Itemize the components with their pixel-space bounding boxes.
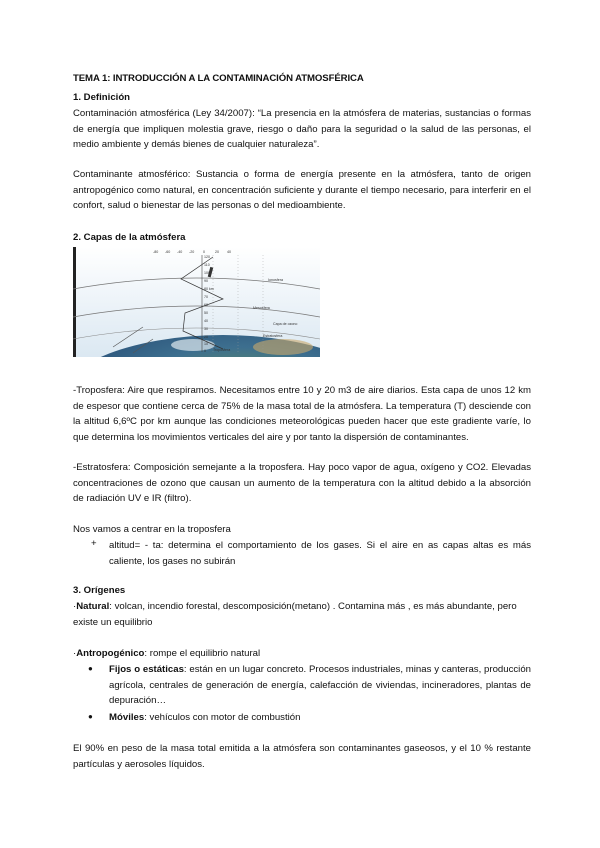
section-2-heading: 2. Capas de la atmósfera <box>73 232 186 243</box>
altitude-label: 30 <box>204 327 208 331</box>
natural-label: Natural <box>76 601 110 612</box>
altitude-label: 70 <box>204 295 208 299</box>
altitude-label: 10 <box>204 342 208 346</box>
moviles-text: : vehículos con motor de combustión <box>144 712 301 723</box>
axis-tick-label: 20 <box>215 250 219 254</box>
moviles-bullet <box>109 710 531 726</box>
layer-label-troposfera: Troposfera <box>213 348 231 352</box>
atmosphere-layers-figure <box>73 247 320 357</box>
axis-tick-label: -80 <box>153 250 159 254</box>
section-3-heading: 3. Orígenes <box>73 585 126 596</box>
layer-label-ionosfera: Ionosfera <box>268 278 283 282</box>
natural-origin-paragraph <box>73 599 531 630</box>
antro-label: Antropogénico <box>76 648 145 659</box>
altitude-label: 20 <box>204 335 208 339</box>
altitude-label: 90 <box>204 279 208 283</box>
axis-tick-label: -60 <box>165 250 171 254</box>
altitud-bullet-text: altitud= - ta: determina el comportamiento de los gases. Si el aire en as capas altas es más caliente, los gases no subirán <box>109 540 531 567</box>
estratosfera-paragraph: -Estratosfera: Composición semejante a la troposfera. Hay poco vapor de agua, oxígeno y CO2. Elevadas concentraciones de ozono que causan un aumento de la temperatura con la altitud debido a la absorción de radiación UV e IR (filtro). <box>73 462 531 505</box>
altitude-label: 50 <box>204 311 208 315</box>
layer-label-mesosfera: Mesosfera <box>253 306 270 310</box>
fijos-bullet <box>109 662 531 709</box>
fijos-text: : están en un lugar concreto. Procesos industriales, minas y canteras, producción agrícola, centrales de generación de energía, calefacción de viviendas, incineradores, plantas de depuración… <box>109 664 531 707</box>
altitude-label: 0 <box>204 349 206 353</box>
document-title: TEMA 1: INTRODUCCIÓN A LA CONTAMINACIÓN ATMOSFÉRICA <box>73 73 364 84</box>
axis-tick-label: 40 <box>227 250 231 254</box>
definition-paragraph-2: Contaminante atmosférico: Sustancia o forma de energía presente en la atmósfera, tanto de origen antropogénico como natural, en concentración suficiente y durante el tiempo necesario, para interferir en el confort, salud o bienestar de las personas o del medioambiente. <box>73 169 531 212</box>
atmosphere-diagram <box>73 247 320 357</box>
moviles-label: Móviles <box>109 712 145 723</box>
troposfera-paragraph: -Troposfera: Aire que respiramos. Necesitamos entre 10 y 20 m3 de aire diarios. Esta capa de unos 12 km de espesor que contiene cerca de 75% de la masa total de la atmósfera. La temperatura (T) desciende con la altitud 6,6ºC por km aunque las condiciones meteorológicas pueden hacer que este gradiente varíe, lo que determina los movimientos verticales del aire y por tanto la dispersión de contaminantes. <box>73 385 531 443</box>
axis-tick-label: 0 <box>203 250 205 254</box>
plus-bullet-icon: + <box>91 538 97 549</box>
axis-tick-label: -40 <box>177 250 183 254</box>
altitude-label: 120 <box>204 255 210 259</box>
altitude-label: 110 <box>204 263 210 267</box>
definition-paragraph-1: Contaminación atmosférica (Ley 34/2007): “La presencia en la atmósfera de materias, sustancias o formas de energía que impliquen molestia grave, riesgo o daño para la seguridad o la salud de las personas, el medio ambiente y demás bienes de cualquier naturaleza”. <box>73 108 531 151</box>
final-paragraph: El 90% en peso de la masa total emitida a la atmósfera son contaminantes gaseosos, y el 10 % restante partículas y aerosoles líquidos. <box>73 743 531 770</box>
natural-dot: · <box>73 601 77 612</box>
bullet-dot-icon: ● <box>88 664 93 673</box>
fijos-label: Fijos o estáticas <box>109 664 184 675</box>
altitude-label: 60 <box>204 303 208 307</box>
layer-label-ozono: Capa de ozono <box>273 322 298 326</box>
axis-tick-label: -20 <box>189 250 195 254</box>
anthropogenic-origin-line <box>73 646 531 662</box>
layer-label-estratosfera: Estratosfera <box>263 334 283 338</box>
antro-dot: · <box>73 648 77 659</box>
altitude-label: 40 <box>204 319 208 323</box>
altitude-label: 100 <box>204 271 210 275</box>
antro-text: : rompe el equilibrio natural <box>144 648 261 659</box>
natural-text: : volcan, incendio forestal, descomposición(metano) . Contamina más , es más abundante, pero existe un equilibrio <box>73 601 517 628</box>
bullet-dot-icon: ● <box>88 712 93 721</box>
focus-sentence: Nos vamos a centrar en la troposfera <box>73 524 231 535</box>
section-1-heading: 1. Definición <box>73 92 131 103</box>
altitude-label: 80 km <box>204 287 214 291</box>
